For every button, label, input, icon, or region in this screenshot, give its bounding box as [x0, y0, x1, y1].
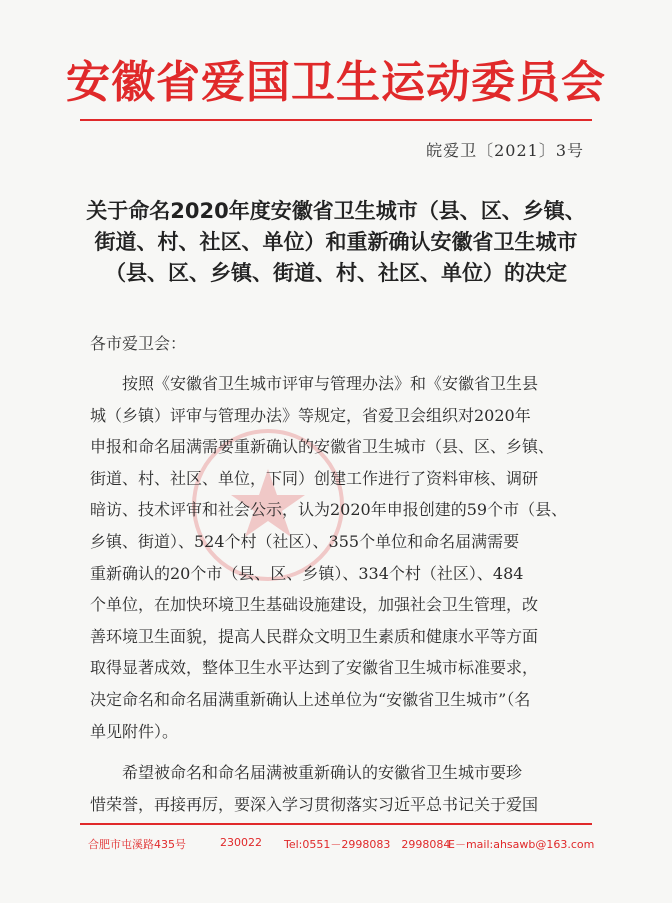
- addressee: 各市爱卫会：: [90, 334, 187, 353]
- footer-tel: Tel:0551－2998083 2998084: [284, 838, 451, 851]
- paragraph-line: 街道、村、社区、单位，下同）创建工作进行了资料审核、调研: [90, 468, 539, 488]
- body-paragraph-2: [90, 757, 595, 820]
- title-line: 街道、村、社区、单位）和重新确认安徽省卫生城市: [94, 230, 578, 254]
- footer-divider: [80, 823, 592, 825]
- paragraph-line: 按照《安徽省卫生城市评审与管理办法》和《安徽省卫生县: [122, 374, 539, 393]
- paragraph-line: 重新确认的20个市（县、区、乡镇）、334个村（社区）、484: [90, 563, 524, 583]
- document-title: [70, 196, 602, 289]
- paragraph-line: 城（乡镇）评审与管理办法》等规定，省爱卫会组织对2020年: [90, 405, 531, 425]
- footer-postcode: 230022: [220, 836, 262, 849]
- paragraph-line: 取得显著成效，整体卫生水平达到了安徽省卫生城市标准要求，: [90, 658, 539, 678]
- paragraph-line: 善环境卫生面貌，提高人民群众文明卫生素质和健康水平等方面: [90, 626, 539, 646]
- document-number: 皖爱卫〔2021〕3号: [426, 141, 584, 160]
- paragraph-line: 个单位，在加快环境卫生基础设施建设，加强社会卫生管理，改: [90, 595, 539, 615]
- paragraph-line: 单见附件）。: [90, 721, 179, 741]
- paragraph-line: 希望被命名和命名届满被重新确认的安徽省卫生城市要珍: [122, 763, 523, 782]
- paragraph-line: 决定命名和命名届满重新确认上述单位为“安徽省卫生城市”（名: [90, 689, 531, 709]
- footer-email: E－mail:ahsawb@163.com: [448, 838, 595, 851]
- paragraph-line: 申报和命名届满需要重新确认的安徽省卫生城市（县、区、乡镇、: [90, 437, 555, 457]
- paragraph-line: 乡镇、街道）、524个村（社区）、355个单位和命名届满需要: [90, 531, 520, 551]
- footer-address: 合肥市屯溪路435号: [88, 838, 186, 851]
- title-line: （县、区、乡镇、街道、村、社区、单位）的决定: [105, 261, 567, 285]
- issuer-header: 安徽省爱国卫生运动委员会: [66, 57, 606, 108]
- footer-contact: [88, 836, 595, 854]
- paragraph-line: 惜荣誉，再接再厉，要深入学习贯彻落实习近平总书记关于爱国: [90, 794, 539, 814]
- title-line: 关于命名2020年度安徽省卫生城市（县、区、乡镇、: [86, 199, 586, 223]
- header-divider: [80, 119, 592, 121]
- body-paragraph-1: [90, 368, 595, 747]
- paragraph-line: 暗访、技术评审和社会公示，认为2020年申报创建的59个市（县、: [90, 500, 568, 520]
